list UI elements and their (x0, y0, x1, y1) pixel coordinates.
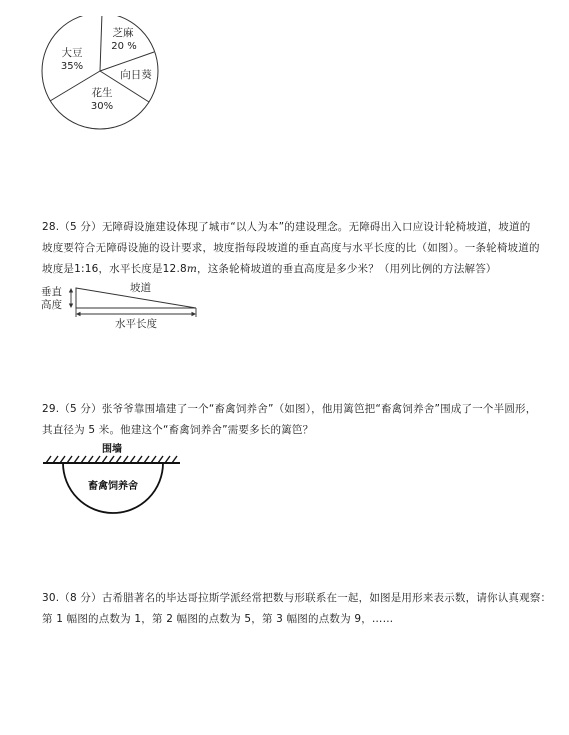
q28-line-3-prefix: 坡度是1:16，水平长度是12.8 (42, 263, 187, 275)
vertical-height-label-2: 高度 (41, 299, 62, 311)
q30-line-2: 第 1 幅图的点数为 1，第 2 幅图的点数为 5，第 3 幅图的点数为 9，…… (42, 613, 394, 625)
slice-value-soybean: 35% (60, 61, 84, 72)
q28-line-2: 坡度要符合无障碍设施的设计要求，坡度指每段坡道的垂直高度与水平长度的比（如图）。一条轮椅坡道的 (42, 242, 540, 254)
enclosure-label: 畜禽饲养舍 (88, 481, 138, 492)
ramp-figure (38, 278, 203, 334)
slice-label-sunflower: 向日葵 (120, 69, 152, 81)
q29-line-1: 29.（5 分）张爷爷靠围墙建了一个“畜禽饲养舍”（如图），他用篱笆把“畜禽饲养舍”围成了一个半圆形， (42, 403, 537, 415)
q29-line-2: 其直径为 5 米。他建这个“畜禽饲养舍”需要多长的篱笆？ (42, 424, 314, 436)
wall-hatching (46, 456, 177, 463)
horizontal-arrow-right (192, 312, 197, 316)
q28-line-3-suffix: ，这条轮椅坡道的垂直高度是多少米？（用列比例的方法解答） (197, 263, 497, 275)
pie-chart (38, 16, 168, 140)
horizontal-length-label: 水平长度 (115, 318, 157, 330)
slice-label-soybean: 大豆 (61, 47, 83, 59)
vertical-arrow-bottom (69, 304, 73, 309)
horizontal-arrow-left (76, 312, 81, 316)
vertical-arrow-top (69, 288, 73, 293)
slice-label-sesame: 芝麻 (112, 27, 134, 39)
q28-line-1: 28.（5 分）无障碍设施建设体现了城市“以人为本”的建设理念。无障碍出入口应设计轮椅坡道，坡道的 (42, 221, 531, 233)
q30-line-1: 30.（8 分）古希腊著名的毕达哥拉斯学派经常把数与形联系在一起，如图是用形来表示数，请你认真观察： (42, 592, 552, 604)
enclosure-figure (38, 441, 188, 523)
slice-label-peanut: 花生 (91, 87, 113, 99)
slice-value-sesame: 20 % (111, 41, 137, 52)
vertical-height-label-1: 垂直 (41, 286, 62, 298)
slice-value-peanut: 30% (90, 101, 114, 112)
q28-unit: m (186, 263, 198, 275)
wall-label: 围墙 (102, 444, 122, 455)
q28-line-3 (42, 259, 497, 280)
slope-label: 坡道 (130, 282, 151, 294)
